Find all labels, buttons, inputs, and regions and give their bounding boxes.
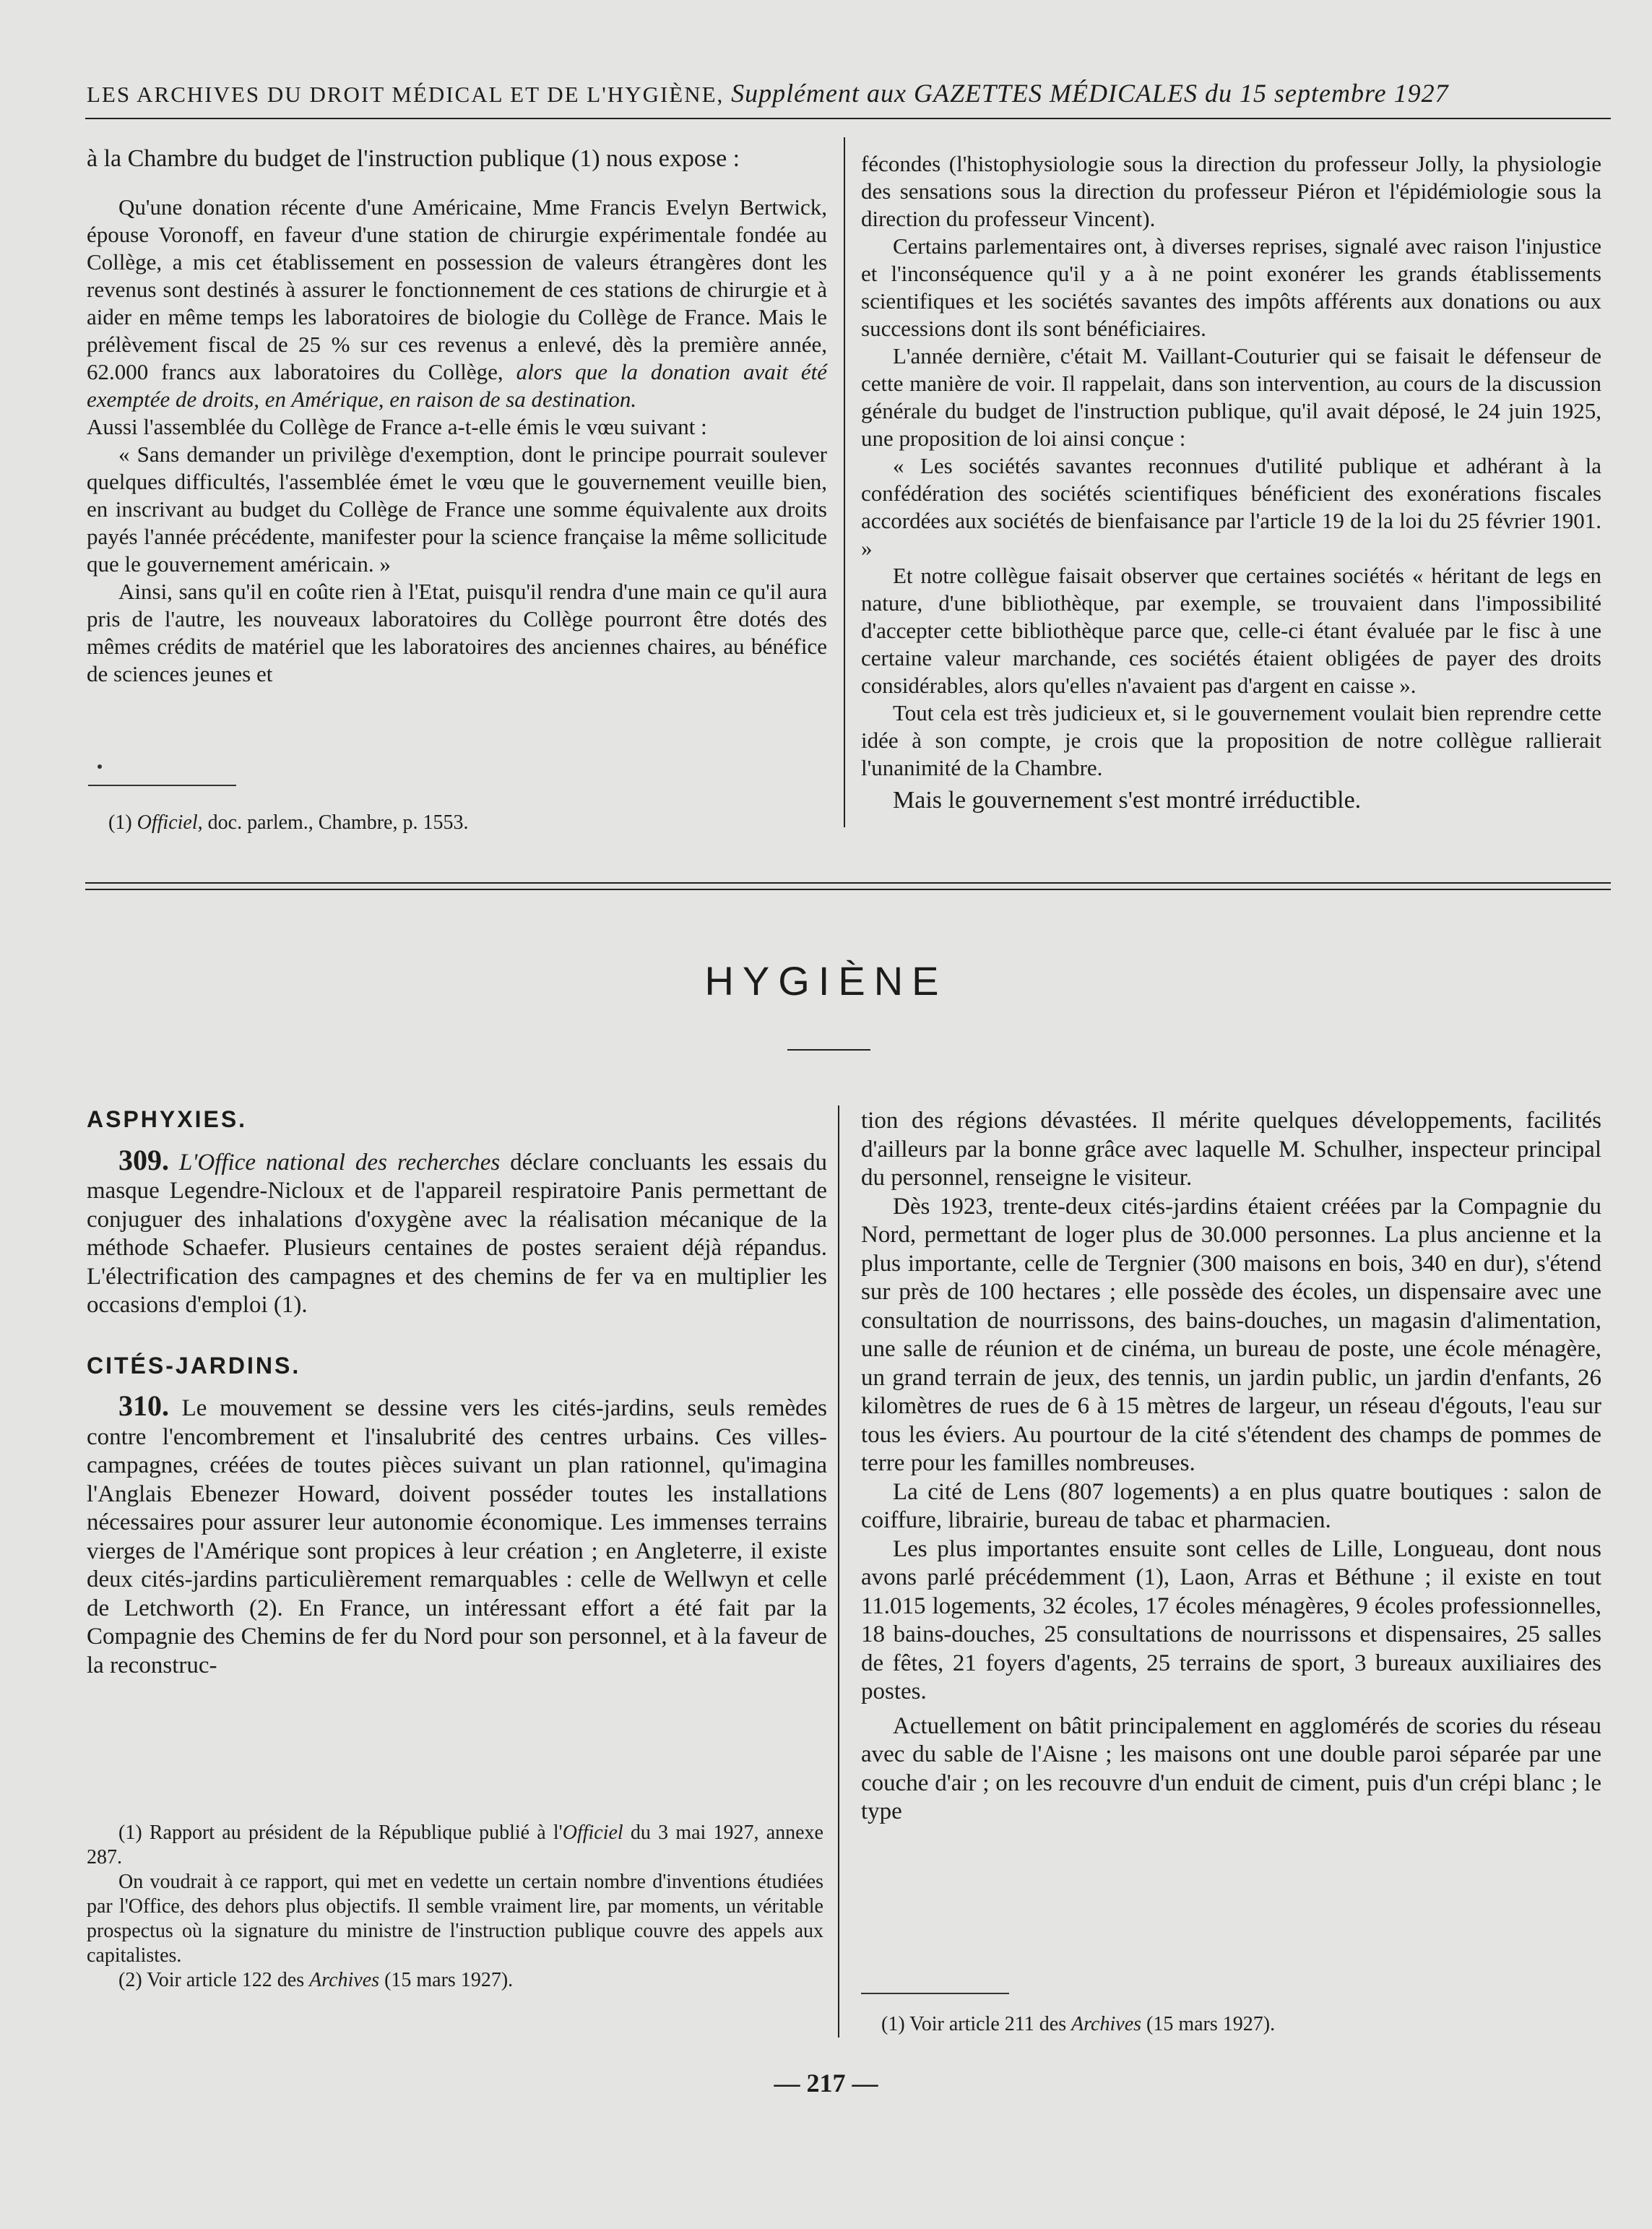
top-left-footnote: (1) Officiel, doc. parlem., Chambre, p. 1553. (108, 811, 469, 834)
running-header (87, 78, 1604, 108)
section-rule-bottom (85, 889, 1611, 890)
top-left-paragraph-1: Qu'une donation récente d'une Américaine, Mme Francis Evelyn Bertwick, épouse Voronoff, en faveur d'une station de chirurgie expérimentale fondée au Collège, a mis cet établissement en possession de valeurs étrangères dont les revenus sont destinés à assurer le fonctionnement de ces stations de chirurgie et à aider en même temps les laboratoires de biologie du Collège de France. Mais le prélèvement fiscal de 25 % sur ces revenus a enlevé, dès la première année, 62.000 francs aux laboratoires du Collège, alors que la donation avait été exemptée de droits, en Amérique, en raison de sa destination. (87, 194, 827, 412)
top-left-paragraph-4: Ainsi, sans qu'il en coûte rien à l'Etat, puisqu'il rendra d'une main ce qu'il aura pris de l'autre, les nouveaux laboratoires du Collège pourront être dotés des mêmes crédits de matériel que les laboratoires des anciennes chaires, au bénéfice de sciences jeunes et (87, 579, 827, 686)
heading-asphyxies: ASPHYXIES. (87, 1106, 248, 1132)
top-left-footnote-rule (88, 785, 236, 786)
bottom-right-paragraph-4: Les plus importantes ensuite sont celles de Lille, Longueau, dont nous avons parlé précédemment (1), Laon, Arras et Béthune ; il existe en tout 11.015 logements, 32 écoles, 17 écoles ménagères, 9 écoles professionnelles, 18 bains-douches, 25 consultations de nourrissons et dispensaires, 25 salles de fêtes, 21 foyers d'agents, 25 terrains de sport, 3 bureaux auxiliaires des postes. (861, 1535, 1601, 1704)
heading-cites-jardins: CITÉS-JARDINS. (87, 1352, 301, 1379)
header-journal-title: LES ARCHIVES DU DROIT MÉDICAL ET DE L'HYGIÈNE, (87, 82, 725, 107)
top-right-column (861, 150, 1601, 815)
bottom-right-paragraph-2: Dès 1923, trente-deux cités-jardins étaient créées par la Compagnie du Nord, permettant de loger plus de 30.000 personnes. La plus ancienne et la plus importante, celle de Tergnier (300 maisons en bois, 340 en dur), s'étend sur près de 100 hectares ; elle possède des écoles, un dispensaire avec une consultation de nourrissons, des bains-douches, un magasin d'alimentation, une salle de réunion et de cinéma, un bureau de poste, une école ménagère, un grand terrain de jeux, des tennis, un jardin public, un jardin d'enfants, 26 kilomètres de rues de 6 à 15 mètres de largeur, un réseau d'égouts, l'eau sur tous les éviers. Au pourtour de la cité s'étendent des champs de pommes de terre pour les familles nombreuses. (861, 1193, 1601, 1476)
stray-mark (98, 764, 102, 769)
bottom-right-paragraph-3: La cité de Lens (807 logements) a en plus quatre boutiques : salon de coiffure, librairie, bureau de tabac et pharmacien. (861, 1478, 1601, 1533)
top-left-column (87, 145, 827, 688)
top-right-paragraph-2: Certains parlementaires ont, à diverses reprises, signalé avec raison l'injustice et l'inconséquence qu'il y a à ne point exonérer les grands établissements scientifiques et les sociétés savantes des impôts afférents aux donations ou aux successions dont ils sont bénéficiaires. (861, 233, 1601, 341)
top-left-paragraph-2: Aussi l'assemblée du Collège de France a-t-elle émis le vœu suivant : (87, 414, 707, 439)
bottom-left-footnotes (87, 1821, 823, 1993)
footnote-2: (2) Voir article 122 des Archives (15 mars 1927). (118, 1969, 514, 1991)
bottom-right-footnote: (1) Voir article 211 des Archives (15 mars 1927). (881, 2013, 1276, 2035)
title-underline (787, 1049, 870, 1051)
section-rule-top (85, 882, 1611, 884)
top-right-paragraph-5: Et notre collègue faisait observer que certaines sociétés « héritant de legs en nature, d'une bibliothèque, par exemple, se trouvaient dans l'impossibilité d'accepter cette bibliothèque parce que, celle-ci étant évaluée par le fisc à une certaine valeur marchande, ces sociétés étaient obligées de payer des droits considérables, alors qu'elles n'avaient pas d'argent en caisse ». (861, 563, 1601, 698)
top-column-rule (844, 137, 845, 827)
header-supplement: Supplément aux GAZETTES MÉDICALES du 15 septembre 1927 (731, 79, 1449, 108)
top-left-emphasis: alors que la donation avait été exemptée de droits, en Amérique, en raison de sa destination. (87, 359, 827, 412)
top-right-quote: « Les sociétés savantes reconnues d'utilité publique et adhérant à la confédération des sociétés scientifiques bénéficient des exonérations fiscales accordées aux sociétés de bienfaisance par l'article 19 de la loi du 25 février 1901. » (861, 453, 1601, 561)
bottom-column-rule (838, 1105, 839, 2038)
bottom-left-column (87, 1105, 827, 1680)
article-309-number: 309. (118, 1143, 169, 1176)
top-right-paragraph-6: Tout cela est très judicieux et, si le gouvernement voulait bien reprendre cette idée à son compte, je crois que la proposition de notre collègue rallierait l'unanimité de la Chambre. (861, 700, 1601, 780)
top-left-intro: à la Chambre du budget de l'instruction publique (1) nous expose : (87, 145, 740, 172)
article-310-number: 310. (118, 1389, 169, 1422)
article-310: 310. Le mouvement se dessine vers les cités-jardins, seuls remèdes contre l'encombrement et l'insalubrité des centres urbains. Ces villes-campagnes, créées de toutes pièces suivant un plan rationnel, qu'imagina l'Anglais Ebenezer Howard, doivent posséder toutes les installations nécessaires pour assurer leur autonomie économique. Les immenses terrains vierges de l'Amérique sont propices à leur création ; en Angleterre, il existe deux cités-jardins particulièrement remarquables : celle de Wellwyn et celle de Letchworth (2). En France, un intéressant effort a été fait par la Compagnie des Chemins de fer du Nord pour son personnel, et à la faveur de la reconstruc- (87, 1389, 827, 1678)
footnote-1: (1) Rapport au président de la République publié à l'Officiel du 3 mai 1927, annexe 287. (87, 1821, 823, 1868)
bottom-right-paragraph-5: Actuellement on bâtit principalement en agglomérés de scories du réseau avec du sable de l'Aisne ; les maisons ont une double paroi séparée par une couche d'air ; on les recouvre d'un enduit de ciment, puis d'un crépi blanc ; le type (861, 1712, 1601, 1824)
page-number: — 217 — (774, 2069, 878, 2097)
section-title: HYGIÈNE (704, 958, 948, 1004)
header-rule (85, 118, 1611, 119)
top-right-paragraph-7: Mais le gouvernement s'est montré irréductible. (893, 787, 1362, 814)
footnote-1-continued: On voudrait à ce rapport, qui met en vedette un certain nombre d'inventions étudiées par l'Office, des dehors plus objectifs. Il semble vraiment lire, par moments, un véritable prospectus où la signature du ministre de l'instruction publique couvre des appels aux capitalistes. (87, 1871, 823, 1967)
top-right-paragraph-1: fécondes (l'histophysiologie sous la direction du professeur Jolly, la physiologie des sensations sous la direction du professeur Piéron et l'épidémiologie sous la direction du professeur Vincent). (861, 151, 1601, 231)
bottom-right-paragraph-1: tion des régions dévastées. Il mérite quelques développements, facilités d'ailleurs par la bonne grâce avec laquelle M. Schulher, inspecteur principal du personnel, renseigne le visiteur. (861, 1108, 1601, 1191)
top-right-paragraph-3: L'année dernière, c'était M. Vaillant-Couturier qui se faisait le défenseur de cette manière de voir. Il rappelait, dans son intervention, au cours de la discussion générale du budget de l'instruction publique, qu'il avait déposé, le 24 juin 1925, une proposition de loi ainsi conçue : (861, 343, 1601, 451)
bottom-right-column (861, 1107, 1601, 1827)
top-left-quote: « Sans demander un privilège d'exemption, dont le principe pourrait soulever quelques difficultés, l'assemblée émet le vœu que le gouvernement veuille bien, en inscrivant au budget du Collège de France une somme équivalente aux droits payés l'année précédente, manifester pour la science française la même sollicitude que le gouvernement américain. » (87, 441, 827, 577)
bottom-right-footnote-rule (861, 1993, 1009, 1994)
article-309: 309. L'Office national des recherches déclare concluants les essais du masque Legendre-Nicloux et de l'appareil respiratoire Panis permettant de conjuguer des inhalations d'oxygène avec la réalisation mécanique de la méthode Schaefer. Plusieurs centaines de postes seraient déjà répandus. L'électrification des campagnes et des chemins de fer va en multiplier les occasions d'emploi (1). (87, 1143, 828, 1318)
